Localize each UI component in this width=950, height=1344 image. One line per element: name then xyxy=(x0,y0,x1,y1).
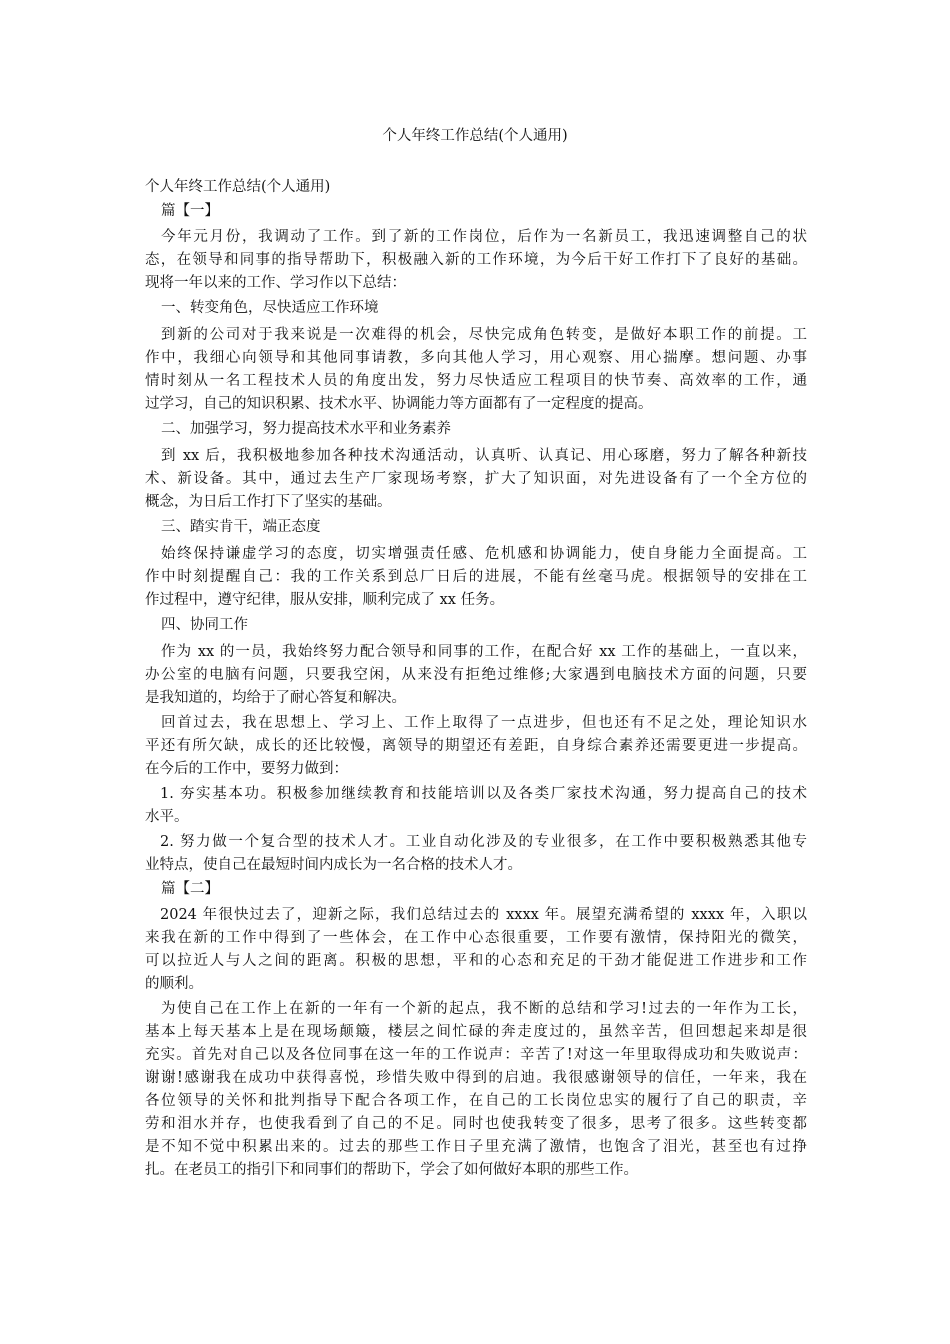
paragraph-line: 是我知道的，均给于了耐心答复和解决。 xyxy=(145,690,406,706)
list-item: 1. 夯实基本功。积极参加继续教育和技能培训以及各类厂家技术沟通，努力提高自己的技术 xyxy=(160,786,807,802)
paragraph-line: 基本上每天基本上是在现场颠簸，楼层之间忙碌的奔走度过的，虽然辛苦，但回想起来却是很 xyxy=(145,1024,807,1040)
paragraph-line: 今年元月份，我调动了工作。到了新的工作岗位，后作为一名新员工，我迅速调整自己的状 xyxy=(161,229,807,245)
list-item: 水平。 xyxy=(145,809,189,825)
list-item: 2. 努力做一个复合型的技术人才。工业自动化涉及的专业很多，在工作中要积极熟悉其他专 xyxy=(160,834,807,850)
paragraph-line: 术、新设备。其中，通过去生产厂家现场考察，扩大了知识面，对先进设备有了一个全方位的 xyxy=(145,471,807,487)
paragraph-line: 作为 xx 的一员，我始终努力配合领导和同事的工作，在配合好 xx 工作的基础上，一直以来， xyxy=(161,644,807,660)
paragraph-line: 充实。首先对自己以及各位同事在这一年的工作说声：辛苦了!对这一年里取得成功和失败说声： xyxy=(145,1047,807,1063)
paragraph-line: 来我在新的工作中得到了一些体会，在工作中心态很重要，工作要有激情，保持阳光的微笑， xyxy=(145,930,807,946)
paragraph-line: 作中，我细心向领导和其他同事请教，多向其他人学习，用心观察、用心揣摩。想问题、办事 xyxy=(145,350,807,366)
paragraph-line: 作过程中，遵守纪律，服从安排，顺利完成了 xx 任务。 xyxy=(145,592,505,608)
paragraph-line: 态，在领导和同事的指导帮助下，积极融入新的工作环境，为今后干好工作打下了良好的基础。 xyxy=(145,252,807,268)
list-item: 业特点，使自己在最短时间内成长为一名合格的技术人才。 xyxy=(145,857,522,873)
page-title: 个人年终工作总结(个人通用) xyxy=(382,128,568,144)
subheading: 一、转变角色，尽快适应工作环境 xyxy=(161,300,379,316)
paragraph-line: 在今后的工作中，要努力做到： xyxy=(145,761,348,777)
doc-subtitle: 个人年终工作总结(个人通用) xyxy=(145,179,331,195)
paragraph-line: 扎。在老员工的指引下和同事们的帮助下，学会了如何做好本职的那些工作。 xyxy=(145,1162,638,1178)
paragraph-line: 是不知不觉中积累出来的。过去的那些工作日子里充满了激情，也饱含了泪光，甚至也有过挣 xyxy=(145,1139,807,1155)
paragraph-line: 各位领导的关怀和批判指导下配合各项工作，在自己的工长岗位忠实的履行了自己的职责，辛 xyxy=(145,1093,807,1109)
paragraph-line: 到新的公司对于我来说是一次难得的机会，尽快完成角色转变，是做好本职工作的前提。工 xyxy=(161,327,807,343)
subheading: 二、加强学习，努力提高技术水平和业务素养 xyxy=(161,421,451,437)
paragraph-line: 办公室的电脑有问题，只要我空闲，从来没有拒绝过维修;大家遇到电脑技术方面的问题，只要 xyxy=(145,667,807,683)
subheading: 三、踏实肯干，端正态度 xyxy=(161,519,321,535)
paragraph-line: 情时刻从一名工程技术人员的角度出发，努力尽快适应工程项目的快节奏、高效率的工作，通 xyxy=(145,373,807,389)
paragraph-line: 回首过去，我在思想上、学习上、工作上取得了一点进步，但也还有不足之处，理论知识水 xyxy=(161,715,807,731)
paragraph-line: 2024 年很快过去了，迎新之际，我们总结过去的 xxxx 年。展望充满希望的 xxxx 年，入职以 xyxy=(160,907,807,923)
paragraph-line: 为使自己在工作上在新的一年有一个新的起点，我不断的总结和学习!过去的一年作为工长， xyxy=(161,1001,807,1017)
paragraph-line: 的顺利。 xyxy=(145,976,203,992)
paragraph-line: 作中时刻提醒自己：我的工作关系到总厂日后的进展，不能有丝毫马虎。根据领导的安排在工 xyxy=(145,569,807,585)
paragraph-line: 过学习，自己的知识积累、技术水平、协调能力等方面都有了一定程度的提高。 xyxy=(145,396,653,412)
paragraph-line: 现将一年以来的工作、学习作以下总结： xyxy=(145,275,406,291)
section-heading-1: 篇【一】 xyxy=(161,203,219,219)
paragraph-line: 劳和泪水并存，也使我看到了自己的不足。同时也使我转变了很多，思考了很多。这些转变都 xyxy=(145,1116,807,1132)
paragraph-line: 平还有所欠缺，成长的还比较慢，离领导的期望还有差距，自身综合素养还需要更进一步提高。 xyxy=(145,738,807,754)
paragraph-line: 可以拉近人与人之间的距离。积极的思想，平和的心态和充足的干劲才能促进工作进步和工作 xyxy=(145,953,807,969)
paragraph-line: 始终保持谦虚学习的态度，切实增强责任感、危机感和协调能力，使自身能力全面提高。工 xyxy=(161,546,807,562)
paragraph-line: 到 xx 后，我积极地参加各种技术沟通活动，认真听、认真记、用心琢磨，努力了解各种新技 xyxy=(161,448,807,464)
subheading: 四、协同工作 xyxy=(161,617,248,633)
section-heading-2: 篇【二】 xyxy=(161,881,219,897)
paragraph-line: 概念，为日后工作打下了坚实的基础。 xyxy=(145,494,392,510)
paragraph-line: 谢谢!感谢我在成功中获得喜悦，珍惜失败中得到的启迪。我很感谢领导的信任，一年来，我在 xyxy=(145,1070,807,1086)
